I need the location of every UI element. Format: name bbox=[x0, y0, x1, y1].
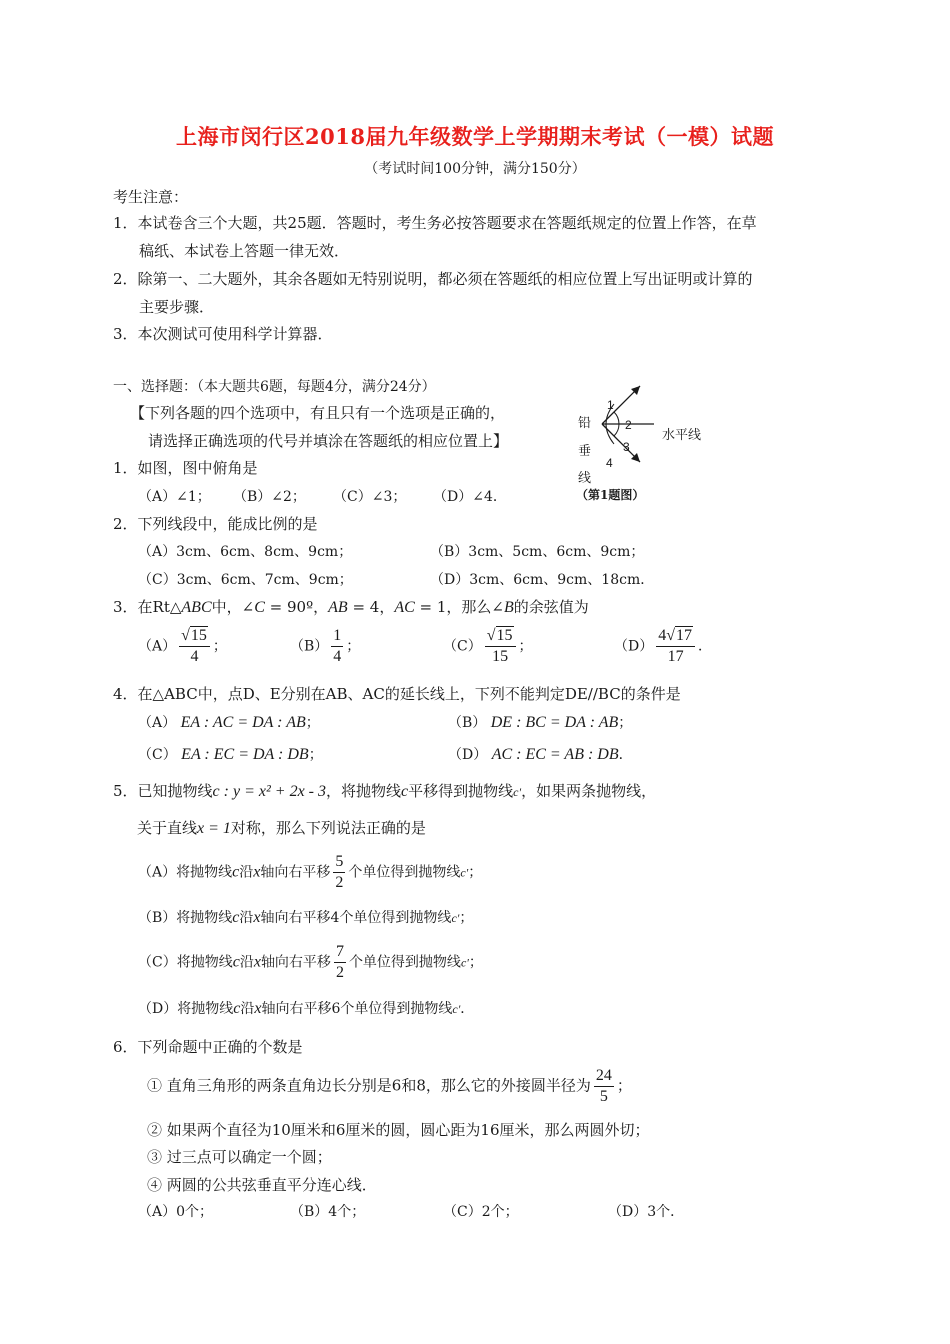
q5-option-c: （C）将抛物线c沿x轴向右平移 $\frac{7}{2}$ 个单位得到抛物线c'； bbox=[138, 943, 483, 981]
q2-stem: 2．下列线段中，能成比例的是 bbox=[113, 515, 318, 533]
q6-statement-1: ① 直角三角形的两条直角边长分别是6和8，那么它的外接圆半径为 $\frac{24}{5}$ ； bbox=[147, 1067, 632, 1105]
notice-heading: 考生注意： bbox=[113, 188, 189, 206]
q6-stem: 6．下列命题中正确的个数是 bbox=[113, 1038, 303, 1056]
q5-stem: 5．已知抛物线c : y = x² + 2x - 3，将抛物线c平移得到抛物线c'，如果两条抛物线， bbox=[113, 782, 657, 800]
q4-option-b: （B） DE : BC = DA : AB； bbox=[448, 714, 633, 731]
q5-stem-cont: 关于直线x = 1对称，那么下列说法正确的是 bbox=[137, 819, 426, 837]
q2-option-b: （B）3cm、5cm、6cm、9cm； bbox=[430, 544, 645, 560]
q3-option-d: （D） $\frac{4√17}{17}$ ． bbox=[614, 627, 713, 665]
q4-stem: 4．在△ABC中，点D、E分别在AB、AC的延长线上，下列不能判定DE//BC的条件是 bbox=[113, 685, 681, 703]
notice-item-2-cont: 主要步骤． bbox=[139, 298, 215, 316]
q2-option-c: （C）3cm、6cm、7cm、9cm； bbox=[138, 572, 353, 588]
q1-option-a: （A）∠1； bbox=[138, 489, 211, 505]
section-instruction-1: 【下列各题的四个选项中，有且只有一个选项是正确的， bbox=[130, 404, 506, 422]
plumb-label-1: 铅 bbox=[578, 416, 592, 431]
q2-option-d: （D）3cm、6cm、9cm、18cm． bbox=[430, 572, 655, 588]
q4-option-a: （A） EA : AC = DA : AB； bbox=[138, 714, 320, 731]
q6-option-c: （C）2个； bbox=[443, 1204, 519, 1220]
horizontal-label: 水平线 bbox=[662, 428, 702, 443]
section-instruction-2: 请选择正确选项的代号并填涂在答题纸的相应位置上】 bbox=[148, 432, 509, 450]
q1-option-c: （C）∠3； bbox=[333, 489, 407, 505]
q2-option-a: （A）3cm、6cm、8cm、9cm； bbox=[138, 544, 353, 560]
q1-option-d: （D）∠4． bbox=[433, 489, 507, 505]
angle-label-3: 3 bbox=[623, 440, 630, 454]
q5-option-b: （B）将抛物线c沿x轴向右平移4个单位得到抛物线c'； bbox=[138, 909, 474, 926]
notice-item-2: 2．除第一、二大题外，其余各题如无特别说明，都必须在答题纸的相应位置上写出证明或计算的 bbox=[113, 270, 753, 288]
q6-option-a: （A）0个； bbox=[138, 1204, 214, 1220]
q6-statement-2: ② 如果两个直径为10厘米和6厘米的圆，圆心距为16厘米，那么两圆外切； bbox=[147, 1121, 650, 1139]
q6-statement-4: ④ 两圆的公共弦垂直平分连心线． bbox=[147, 1176, 377, 1194]
q5-option-a: （A）将抛物线c沿x轴向右平移 $\frac{5}{2}$ 个单位得到抛物线c'； bbox=[138, 853, 483, 891]
angle-label-2: 2 bbox=[625, 418, 632, 432]
q1-stem: 1．如图，图中俯角是 bbox=[113, 459, 258, 477]
page-title: 上海市闵行区2018届九年级数学上学期期末考试（一模）试题 bbox=[176, 124, 774, 149]
plumb-label-3: 线 bbox=[578, 471, 592, 486]
notice-item-1-cont: 稿纸、本试卷上答题一律无效． bbox=[139, 242, 350, 260]
q6-option-d: （D）3个． bbox=[608, 1204, 685, 1220]
q3-option-c: （C） $\frac{√15}{15}$ ； bbox=[443, 627, 533, 665]
q3-option-b: （B） $\frac{1}{4}$ ； bbox=[290, 627, 361, 665]
notice-item-3: 3．本次测试可使用科学计算器． bbox=[113, 325, 333, 343]
angle-label-4: 4 bbox=[606, 456, 613, 470]
q6-option-b: （B）4个； bbox=[290, 1204, 366, 1220]
q3-stem: 3．在Rt△ABC中，∠C = 90º，AB = 4，AC = 1，那么∠B的余弦值为 bbox=[113, 598, 589, 616]
q3-option-a: （A） $\frac{√15}{4}$ ； bbox=[138, 627, 227, 665]
q4-option-c: （C） EA : EC = DA : DB； bbox=[138, 746, 323, 763]
q4-option-d: （D） AC : EC = AB : DB． bbox=[448, 746, 633, 763]
q1-option-b: （B）∠2； bbox=[233, 489, 306, 505]
plumb-label-2: 垂 bbox=[578, 444, 592, 459]
notice-item-1: 1．本试卷含三个大题，共25题．答题时，考生务必按答题要求在答题纸规定的位置上作答，在草 bbox=[113, 214, 757, 232]
exam-subtitle: （考试时间100分钟，满分150分） bbox=[364, 161, 586, 177]
section-heading: 一、选择题：（本大题共6题，每题4分，满分24分） bbox=[113, 379, 436, 395]
figure-q1 bbox=[568, 374, 758, 504]
angle-label-1: 1 bbox=[607, 398, 614, 412]
q6-statement-3: ③ 过三点可以确定一个圆； bbox=[147, 1148, 332, 1166]
figure-caption: （第1题图） bbox=[576, 488, 645, 502]
q5-option-d: （D）将抛物线c沿x轴向右平移6个单位得到抛物线c'． bbox=[138, 1000, 475, 1017]
